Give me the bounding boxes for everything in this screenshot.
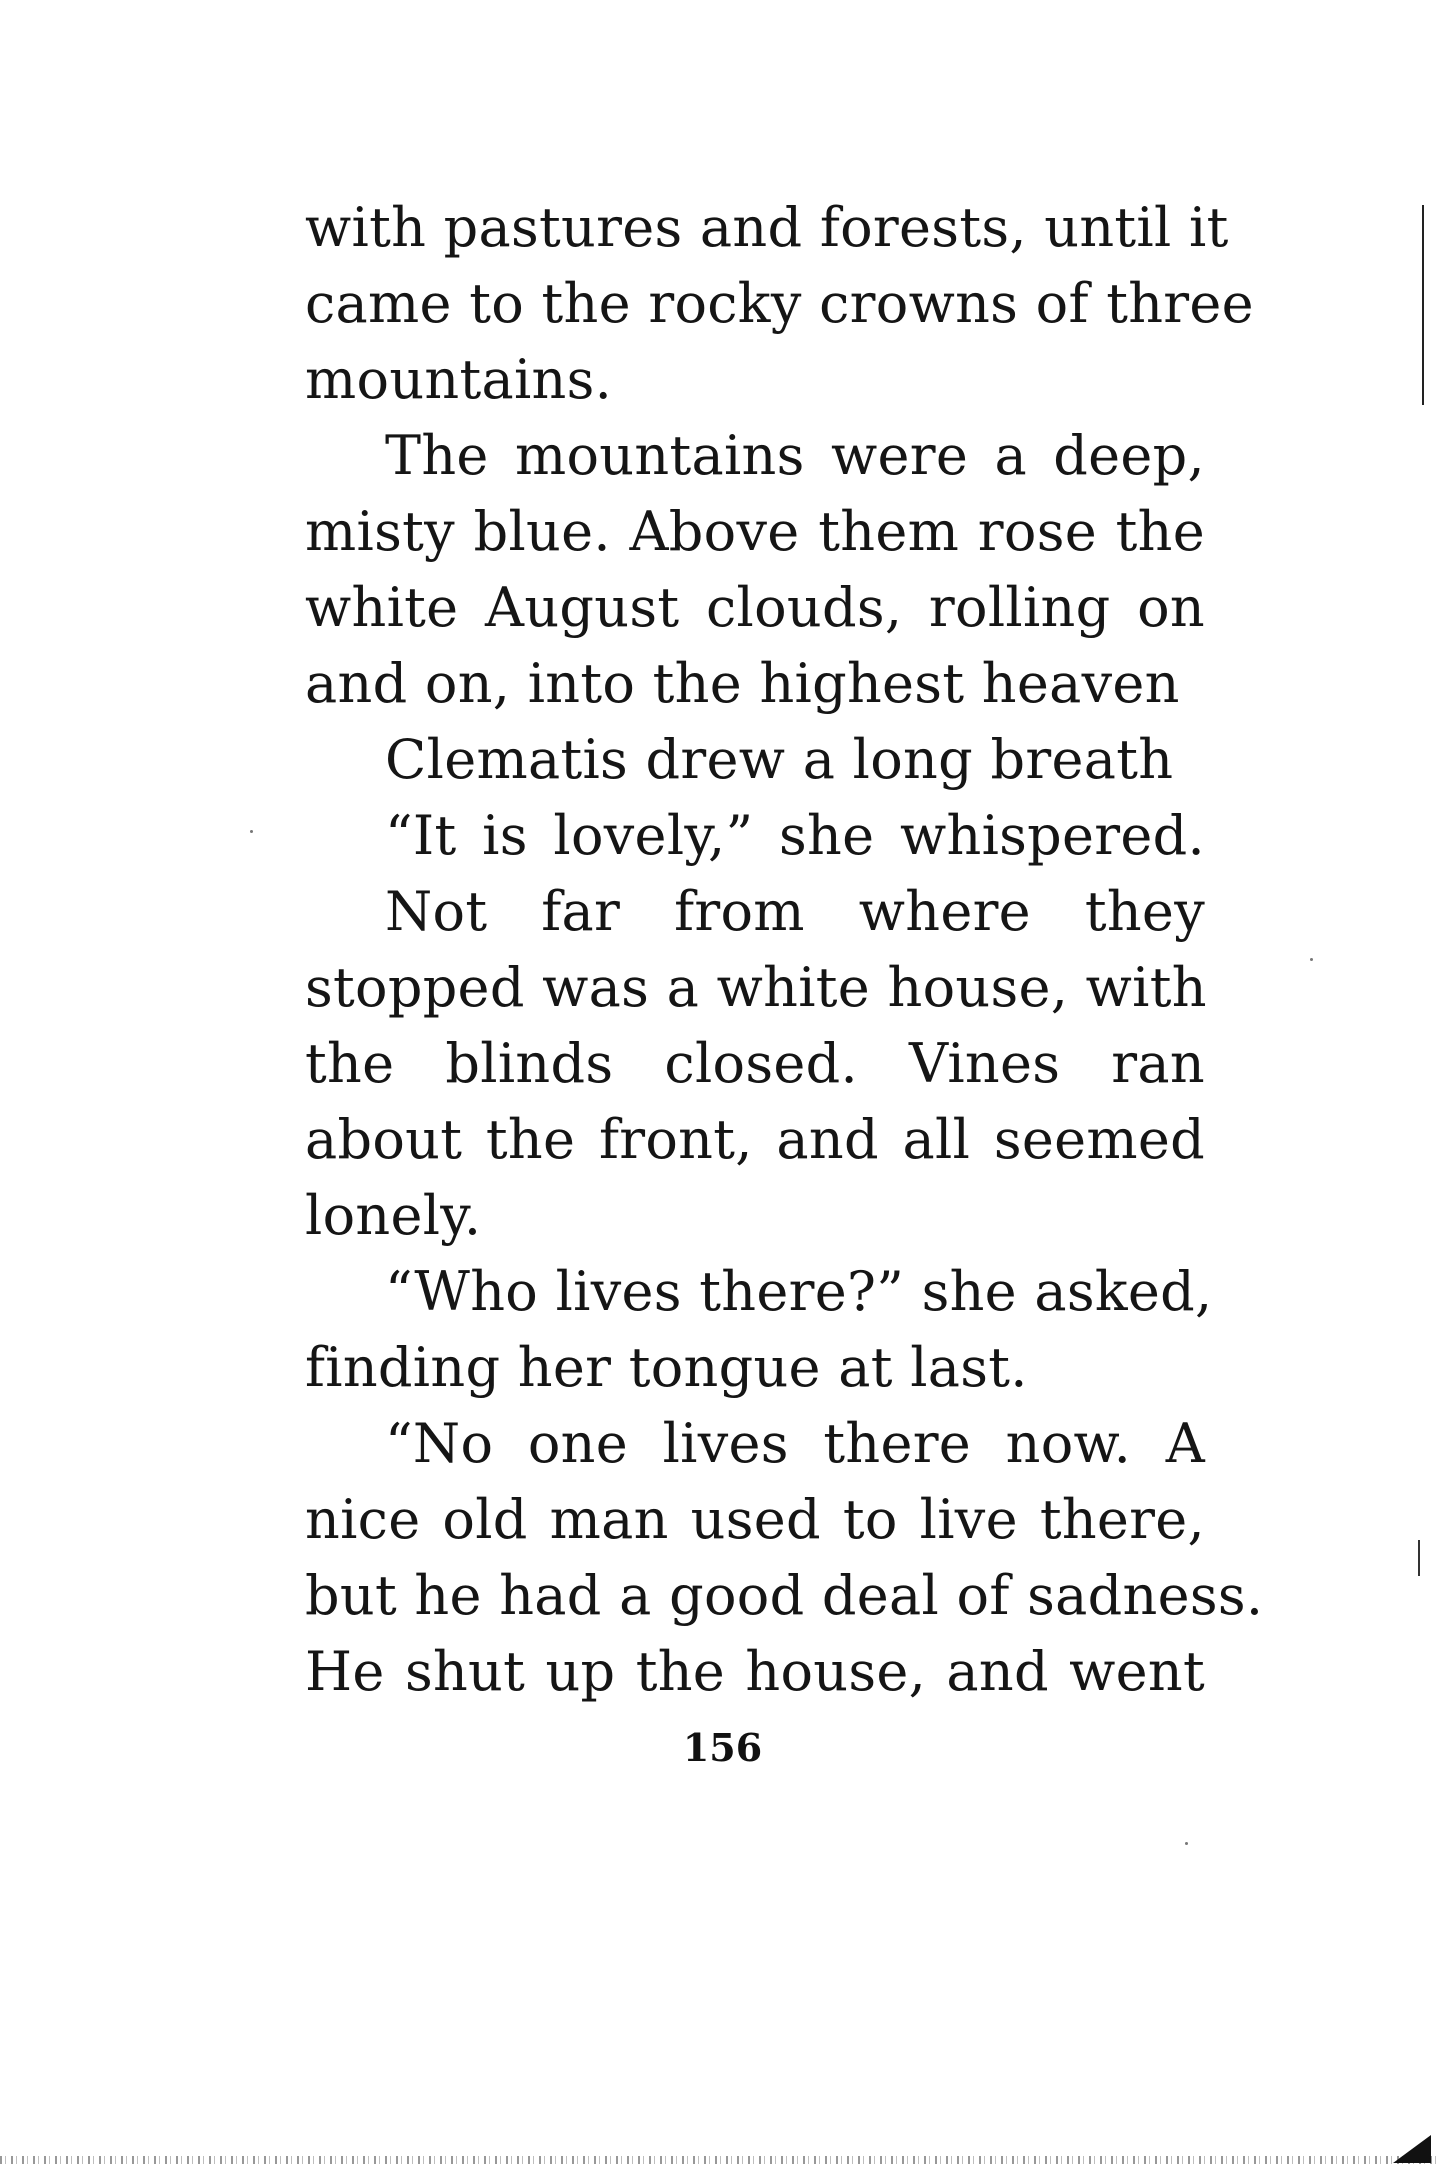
text-line-9: “It is lovely,” she whispered.	[385, 804, 1205, 867]
text-line-10: Not far from where they	[385, 880, 1205, 943]
text-line-4: The mountains were a deep,	[385, 424, 1205, 487]
scan-speck	[1310, 958, 1313, 961]
text-line-11: stopped was a white house, with	[305, 956, 1207, 1019]
scan-mark	[1418, 1540, 1420, 1576]
text-line-19: but he had a good deal of sadness.	[305, 1564, 1264, 1627]
scan-edge-line	[1422, 205, 1424, 405]
text-line-18: nice old man used to live there,	[305, 1488, 1205, 1551]
scan-speck	[250, 830, 253, 833]
text-line-15: “Who lives there?” she asked,	[385, 1260, 1213, 1323]
scan-noise-strip	[0, 2156, 1440, 2164]
text-line-7: and on, into the highest heaven	[305, 652, 1180, 715]
text-line-20: He shut up the house, and went	[305, 1640, 1205, 1703]
text-line-1: with pastures and forests, until it	[305, 196, 1229, 259]
text-line-3: mountains.	[305, 348, 613, 411]
text-line-14: lonely.	[305, 1184, 482, 1247]
scan-corner-mark	[1393, 2135, 1431, 2163]
text-line-16: finding her tongue at last.	[305, 1336, 1028, 1399]
text-line-8: Clematis drew a long breath	[385, 728, 1174, 791]
text-line-12: the blinds closed. Vines ran	[305, 1032, 1205, 1095]
text-line-13: about the front, and all seemed	[305, 1108, 1205, 1171]
text-line-6: white August clouds, rolling on	[305, 576, 1205, 639]
text-line-17: “No one lives there now. A	[385, 1412, 1205, 1475]
body-text	[305, 190, 1264, 1710]
text-line-2: came to the rocky crowns of three	[305, 272, 1254, 335]
page-number: 156	[682, 1725, 763, 1770]
scan-speck	[1185, 1842, 1188, 1845]
text-line-5: misty blue. Above them rose the	[305, 500, 1205, 563]
